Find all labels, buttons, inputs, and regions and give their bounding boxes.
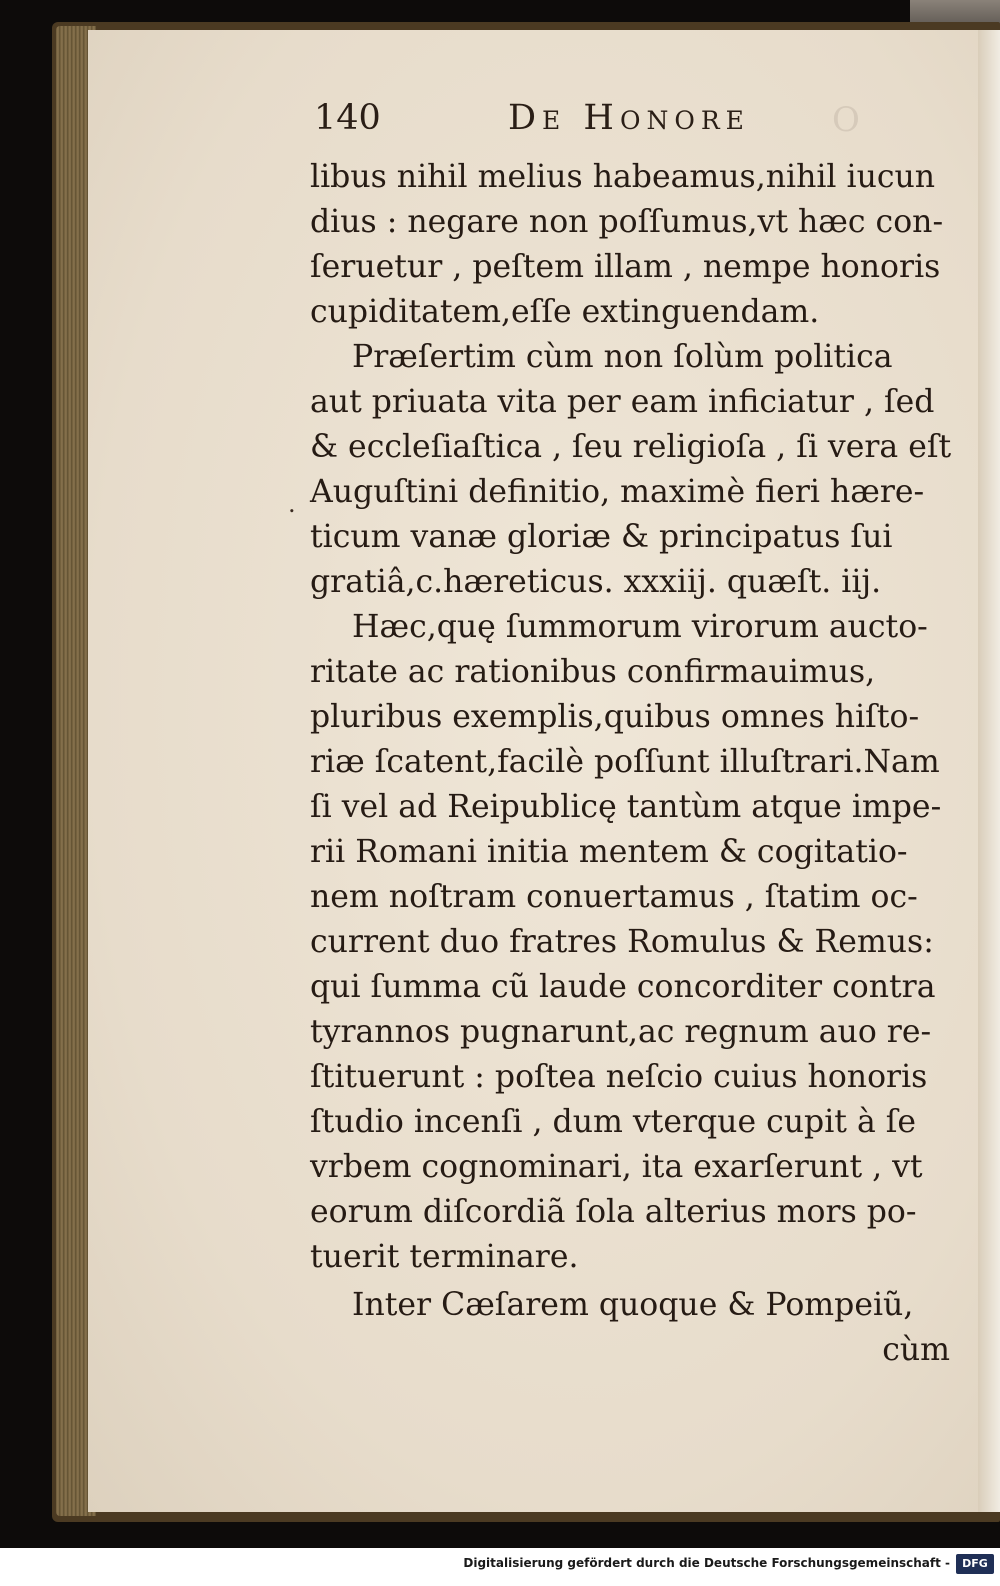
bleed-through-ghost: O bbox=[832, 100, 866, 140]
text-line: nem noſtram conuertamus , ſtatim oc- bbox=[310, 879, 918, 915]
running-title: De Honore bbox=[508, 98, 750, 138]
text-line: tuerit terminare. bbox=[310, 1239, 579, 1275]
text-line: ſtituerunt : poſtea neſcio cuius honoris bbox=[310, 1059, 928, 1095]
text-line: eorum diſcordiã ſola alterius mors po- bbox=[310, 1194, 917, 1230]
page-number: 140 bbox=[314, 98, 381, 138]
text-line: libus nihil melius habeamus,nihil iucun bbox=[310, 159, 936, 195]
dfg-logo-icon: DFG bbox=[956, 1554, 994, 1574]
text-line: & eccleſiaſtica , ſeu religioſa , ſi vera eſt bbox=[310, 429, 952, 465]
paragraph-start-line: Hæc,quę ſummorum virorum aucto- bbox=[352, 609, 928, 645]
catchword: cùm bbox=[882, 1332, 950, 1368]
text-line: tyrannos pugnarunt,ac regnum auo re- bbox=[310, 1014, 932, 1050]
text-line: ſi vel ad Reipublicę tantùm atque impe- bbox=[310, 789, 942, 825]
text-line: riæ ſcatent,facilè poſſunt illuſtrari.Nam bbox=[310, 744, 940, 780]
text-line: ticum vanæ gloriæ & principatus ſui bbox=[310, 519, 893, 555]
text-line: ſeruetur , peſtem illam , nempe honoris bbox=[310, 249, 941, 285]
text-line: dius : negare non poſſumus,vt hæc con- bbox=[310, 204, 944, 240]
text-line: current duo fratres Romulus & Remus: bbox=[310, 924, 934, 960]
text-line: cupiditatem,eſſe extinguendam. bbox=[310, 294, 820, 330]
paragraph-start-line: Inter Cæſarem quoque & Pompeiũ, bbox=[352, 1287, 914, 1323]
text-line: gratiâ,c.hæreticus. xxxiij. quæſt. iij. bbox=[310, 564, 882, 600]
text-line: qui ſumma cũ laude concorditer contra bbox=[310, 969, 936, 1005]
text-line: ritate ac rationibus confirmauimus, bbox=[310, 654, 876, 690]
text-line: aut priuata vita per eam inficiatur , ſed bbox=[310, 384, 935, 420]
funding-credit: Digitalisierung gefördert durch die Deutsche Forschungsgemeinschaft - bbox=[463, 1556, 950, 1570]
text-line: Auguſtini definitio, maximè fieri hære- bbox=[310, 474, 925, 510]
paragraph-start-line: Præſertim cùm non ſolùm politica bbox=[352, 339, 893, 375]
digitization-footer bbox=[0, 1548, 1000, 1586]
text-line: rii Romani initia mentem & cogitatio- bbox=[310, 834, 908, 870]
text-line: vrbem cognominari, ita exarſerunt , vt bbox=[310, 1149, 923, 1185]
scan-right-strip bbox=[978, 30, 1000, 1512]
text-line: pluribus exemplis,quibus omnes hiſto- bbox=[310, 699, 920, 735]
body-text bbox=[310, 155, 950, 1373]
page-header bbox=[314, 98, 874, 142]
text-line: ſtudio incenſi , dum vterque cupit à ſe bbox=[310, 1104, 917, 1140]
margin-mark: . bbox=[288, 490, 296, 518]
